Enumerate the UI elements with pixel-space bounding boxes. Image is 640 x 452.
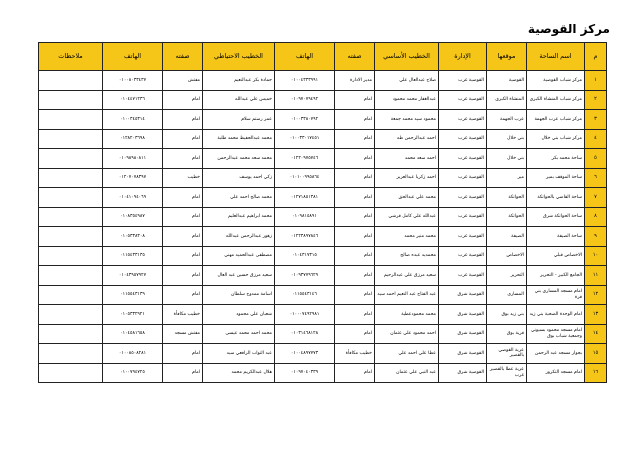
cell-main-phone: ٠١٠٠٤٣٣٣٩٩١ bbox=[275, 71, 335, 91]
cell-num: ١٤ bbox=[585, 324, 607, 344]
cell-notes bbox=[39, 168, 103, 188]
cell-main-phone: ٠١٢٢٣٨٩٧٨٤٦ bbox=[275, 227, 335, 247]
cell-main-preacher-title: امام bbox=[335, 363, 375, 383]
cell-backup-preacher: شعبان علي محمود bbox=[203, 305, 275, 325]
cell-num: ٥ bbox=[585, 149, 607, 169]
cell-administration: القوصية شرق bbox=[439, 363, 487, 383]
cell-hall-name: الجامع الكبير - التحرير bbox=[527, 266, 585, 286]
cell-main-preacher: محمد علي عبدالحق bbox=[375, 188, 439, 208]
cell-main-phone: ٠١١٥٥٤٣١٤٦ bbox=[275, 285, 335, 305]
cell-administration: القوصية غرب bbox=[439, 246, 487, 266]
cell-backup-phone: ٠١٠٠٣٤٥٣١٤ bbox=[103, 110, 163, 130]
cell-location: القوصية bbox=[487, 71, 527, 91]
cell-main-phone: ٠١٠٠٠٧٤٩٢٩٨١ bbox=[275, 305, 335, 325]
cell-location: قرية بوق bbox=[487, 324, 527, 344]
cell-backup-preacher: خميس علي عبدالله bbox=[203, 90, 275, 110]
table-row bbox=[39, 207, 607, 227]
cell-backup-preacher: عبد التواب الرافعي سيد bbox=[203, 344, 275, 364]
cell-location: الاخصاص bbox=[487, 246, 527, 266]
cell-notes bbox=[39, 324, 103, 344]
cell-main-preacher-title: امام bbox=[335, 110, 375, 130]
cell-backup-phone: ٠١٠٨٣٥٤٩٨٧ bbox=[103, 207, 163, 227]
cell-main-preacher: عبدالله علي كامل قرشي bbox=[375, 207, 439, 227]
cell-backup-phone: ٠١٢٨٢٠٣٦٩٨ bbox=[103, 129, 163, 149]
cell-backup-phone: ٠١٠٠٧٩٤٧٢٥ bbox=[103, 363, 163, 383]
cell-main-preacher-title: امام bbox=[335, 168, 375, 188]
table-row bbox=[39, 246, 607, 266]
column-header-backup-preacher-title: صفته bbox=[163, 43, 203, 71]
cell-main-phone: ٠١٠٤٣١٧٣١٥ bbox=[275, 246, 335, 266]
cell-main-preacher: عبد النبي علي عثمان bbox=[375, 363, 439, 383]
cell-main-phone: ٠١٢٧١٨٥١٣٨١ bbox=[275, 188, 335, 208]
cell-main-preacher: سعيد مرزق علي عبدالرحيم bbox=[375, 266, 439, 286]
cell-backup-preacher-title: امام bbox=[163, 90, 203, 110]
cell-backup-phone: ٠١٠٩٨٩٨٠٨١١ bbox=[103, 149, 163, 169]
cell-hall-name: ساحة الحواتكة شرق bbox=[527, 207, 585, 227]
cell-backup-preacher-title: امام bbox=[163, 266, 203, 286]
table-row bbox=[39, 363, 607, 383]
table-row bbox=[39, 71, 607, 91]
cell-backup-preacher-title: خطيب مكافأة bbox=[163, 305, 203, 325]
table-row bbox=[39, 129, 607, 149]
cell-backup-preacher: محمد صالح احمد علي bbox=[203, 188, 275, 208]
cell-administration: القوصية غرب bbox=[439, 71, 487, 91]
cell-hall-name: امام مسجد محمود بسيوني وجمعية شباب بوق bbox=[527, 324, 585, 344]
cell-notes bbox=[39, 149, 103, 169]
column-header-backup-phone: الهاتف bbox=[103, 43, 163, 71]
cell-notes bbox=[39, 129, 103, 149]
table-row bbox=[39, 324, 607, 344]
cell-num: ١٥ bbox=[585, 344, 607, 364]
cell-administration: القوصية غرب bbox=[439, 149, 487, 169]
cell-backup-phone: ٠١٠٤٤٧١٢٣٦ bbox=[103, 90, 163, 110]
cell-hall-name: الاخصاص قبلي bbox=[527, 246, 585, 266]
cell-backup-phone: ٠١٢٠٧٠٧٨٣٩٧ bbox=[103, 168, 163, 188]
table-row bbox=[39, 344, 607, 364]
cell-num: ٢ bbox=[585, 90, 607, 110]
cell-backup-preacher-title: امام bbox=[163, 344, 203, 364]
column-header-main-preacher: الخطيب الأساسي bbox=[375, 43, 439, 71]
cell-main-preacher: عطا علي احمد علي bbox=[375, 344, 439, 364]
cell-main-preacher: محمد محمودعطية bbox=[375, 305, 439, 325]
cell-backup-phone: ٠١٠٥٣٣٢٩٢١ bbox=[103, 305, 163, 325]
cell-hall-name: ساحة القاضي بالحواتكة bbox=[527, 188, 585, 208]
table-row bbox=[39, 227, 607, 247]
cell-main-preacher: محمديد عبده صالح bbox=[375, 246, 439, 266]
cell-num: ١١ bbox=[585, 266, 607, 286]
cell-location: المساري bbox=[487, 285, 527, 305]
cell-backup-preacher-title: خطيب bbox=[163, 168, 203, 188]
cell-backup-preacher-title: مفتش bbox=[163, 71, 203, 91]
cell-location: بني زيد بوق bbox=[487, 305, 527, 325]
column-header-administration: الإدارة bbox=[439, 43, 487, 71]
cell-backup-preacher: محمد احمد محمد عيسى bbox=[203, 324, 275, 344]
cell-backup-preacher: اسامة ممدوح سلطان bbox=[203, 285, 275, 305]
cell-num: ١ bbox=[585, 71, 607, 91]
cell-backup-preacher: حمادة بكر عبدالنعيم bbox=[203, 71, 275, 91]
cell-backup-phone: ٠١١٥٤٣٣١٣٥ bbox=[103, 246, 163, 266]
cell-main-phone: ٠١٠٣١٤٦٨١٢٨ bbox=[275, 324, 335, 344]
cell-num: ٦ bbox=[585, 168, 607, 188]
cell-hall-name: ساحة الصيفة bbox=[527, 227, 585, 247]
cell-num: ٨ bbox=[585, 207, 607, 227]
cell-location: الحواتكة bbox=[487, 207, 527, 227]
cell-main-preacher: احمد زكريا عبدالعزيز bbox=[375, 168, 439, 188]
cell-administration: القوصية غرب bbox=[439, 129, 487, 149]
cell-main-preacher: محمد منير محمد bbox=[375, 227, 439, 247]
table-row bbox=[39, 149, 607, 169]
cell-administration: القوصية غرب bbox=[439, 266, 487, 286]
cell-main-preacher-title: امام bbox=[335, 305, 375, 325]
cell-backup-preacher: عمر رستم سلام bbox=[203, 110, 275, 130]
column-header-main-phone: الهاتف bbox=[275, 43, 335, 71]
cell-main-preacher: عبدالغفار محمد محمود bbox=[375, 90, 439, 110]
cell-notes bbox=[39, 110, 103, 130]
cell-backup-preacher: زكي احمد يوسف bbox=[203, 168, 275, 188]
cell-main-preacher: احمد محمود علي عثمان bbox=[375, 324, 439, 344]
column-header-location: موقعها bbox=[487, 43, 527, 71]
cell-location: المنشاة الكبرى bbox=[487, 90, 527, 110]
cell-num: ١٢ bbox=[585, 285, 607, 305]
cell-backup-preacher: هلال عبدالكريم محمد bbox=[203, 363, 275, 383]
cell-main-phone: ٠١٠٠٣٣٨٠٧٩٢ bbox=[275, 110, 335, 130]
cell-num: ٤ bbox=[585, 129, 607, 149]
cell-main-preacher-title: امام bbox=[335, 266, 375, 286]
cell-main-phone: ٠١٠٩٧٠٧٩٤٩٢ bbox=[275, 90, 335, 110]
cell-hall-name: امام الوحدة الصحية بني زيد bbox=[527, 305, 585, 325]
cell-hall-name: بجوار مسجد عبد الرحمن bbox=[527, 344, 585, 364]
cell-administration: القوصية شرق bbox=[439, 324, 487, 344]
cell-notes bbox=[39, 305, 103, 325]
cell-backup-preacher-title: امام bbox=[163, 246, 203, 266]
cell-backup-preacher: محمد ابراهيم عبدالعليم bbox=[203, 207, 275, 227]
table-row bbox=[39, 168, 607, 188]
cell-backup-phone: ٠١٠٤١٠٩٤٠٦٩ bbox=[103, 188, 163, 208]
column-header-hall-name: اسم الساحة bbox=[527, 43, 585, 71]
cell-notes bbox=[39, 266, 103, 286]
column-header-main-preacher-title: صفته bbox=[335, 43, 375, 71]
cell-main-preacher: احمد سعد محمد bbox=[375, 149, 439, 169]
cell-backup-preacher: محمد سعد محمد عبدالرحمن bbox=[203, 149, 275, 169]
cell-notes bbox=[39, 344, 103, 364]
cell-notes bbox=[39, 90, 103, 110]
cell-main-preacher-title: امام bbox=[335, 246, 375, 266]
cell-notes bbox=[39, 71, 103, 91]
cell-main-preacher: احمد عبدالرحمن طه bbox=[375, 129, 439, 149]
cell-main-phone: ٠١٠١٠٠٩٩٥٨٦٤ bbox=[275, 168, 335, 188]
cell-backup-preacher-title: امام bbox=[163, 188, 203, 208]
cell-main-phone: ٠١٠٩٧٠٤٠٣٣٩ bbox=[275, 363, 335, 383]
cell-num: ١٣ bbox=[585, 305, 607, 325]
table-row bbox=[39, 266, 607, 286]
column-header-backup-preacher: الخطيب الاحتياطي bbox=[203, 43, 275, 71]
column-header-notes: ملاحظات bbox=[39, 43, 103, 71]
cell-num: ١٠ bbox=[585, 246, 607, 266]
cell-main-preacher: عبد الفتاح عبد النعيم احمد سيد bbox=[375, 285, 439, 305]
cell-hall-name: مركز شباب المنشاة الكبرى bbox=[527, 90, 585, 110]
cell-administration: القوصية غرب bbox=[439, 110, 487, 130]
cell-hall-name: امام مسجد المسارى بني قرة bbox=[527, 285, 585, 305]
cell-main-phone: ٠١٠٠٤٨٩٧٧٧٣ bbox=[275, 344, 335, 364]
cell-administration: القوصية شرق bbox=[439, 344, 487, 364]
table-header-row bbox=[39, 43, 607, 71]
cell-location: الحواتكة bbox=[487, 188, 527, 208]
cell-administration: القوصية غرب bbox=[439, 168, 487, 188]
cell-main-preacher-title: امام bbox=[335, 324, 375, 344]
cell-backup-preacher-title: امام bbox=[163, 207, 203, 227]
cell-num: ٩ bbox=[585, 227, 607, 247]
cell-administration: القوصية غرب bbox=[439, 227, 487, 247]
cell-backup-preacher-title: امام bbox=[163, 129, 203, 149]
cell-backup-phone: ٠١٠٥٣٣٨٣٠٨ bbox=[103, 227, 163, 247]
cell-notes bbox=[39, 246, 103, 266]
cell-main-preacher-title: امام bbox=[335, 207, 375, 227]
cell-location: عزبة عطا بالقصير غرب bbox=[487, 363, 527, 383]
cell-administration: القوصية غرب bbox=[439, 207, 487, 227]
cell-backup-phone: ٠١٠٤٣٩٥٧٩٢٧ bbox=[103, 266, 163, 286]
cell-main-phone: ٠١٠٠٣٣٠١٧٤٥١ bbox=[275, 129, 335, 149]
cell-location: عرب الجهمة bbox=[487, 110, 527, 130]
cell-hall-name: ساحة محمد بكر bbox=[527, 149, 585, 169]
mosques-table bbox=[38, 42, 607, 383]
cell-administration: القوصية شرق bbox=[439, 285, 487, 305]
cell-backup-preacher: مصطفى عبدالحميد مهني bbox=[203, 246, 275, 266]
cell-backup-preacher: زهور عبدالرحمن عبدالله bbox=[203, 227, 275, 247]
cell-backup-preacher: سعيد مرزق حسين عبد العال bbox=[203, 266, 275, 286]
cell-notes bbox=[39, 207, 103, 227]
cell-main-phone: ٠١٠٩٨١٥٨٩١ bbox=[275, 207, 335, 227]
cell-hall-name: امام مسجد التكرور bbox=[527, 363, 585, 383]
cell-num: ٧ bbox=[585, 188, 607, 208]
cell-main-preacher-title: امام bbox=[335, 227, 375, 247]
column-header-num: م bbox=[585, 43, 607, 71]
table-row bbox=[39, 285, 607, 305]
cell-hall-name: مركز شباب القوصية bbox=[527, 71, 585, 91]
cell-notes bbox=[39, 363, 103, 383]
cell-main-phone: ٠١٢٢٠٩٧٥٧٤٦ bbox=[275, 149, 335, 169]
cell-backup-preacher-title: امام bbox=[163, 149, 203, 169]
cell-num: ٣ bbox=[585, 110, 607, 130]
cell-notes bbox=[39, 285, 103, 305]
cell-administration: القوصية غرب bbox=[439, 90, 487, 110]
cell-backup-preacher-title: امام bbox=[163, 110, 203, 130]
cell-backup-phone: ٠١٠٤٥٨١٦٥٨ bbox=[103, 324, 163, 344]
table-row bbox=[39, 188, 607, 208]
cell-location: مير bbox=[487, 168, 527, 188]
cell-hall-name: مركز شباب بني خلال bbox=[527, 129, 585, 149]
cell-backup-preacher: محمد عبدالحفيظ محمد طلبة bbox=[203, 129, 275, 149]
cell-num: ١٦ bbox=[585, 363, 607, 383]
cell-main-preacher-title: امام bbox=[335, 188, 375, 208]
cell-backup-preacher-title: امام bbox=[163, 285, 203, 305]
cell-notes bbox=[39, 227, 103, 247]
cell-main-preacher-title: امام bbox=[335, 285, 375, 305]
cell-main-phone: ٠١٠٩٣٧٧٩٦٢٩ bbox=[275, 266, 335, 286]
cell-backup-phone: ٠١١٥٥٤٣١٣٩ bbox=[103, 285, 163, 305]
cell-backup-phone: ٠١٠٠٨٥٠٨٢٨١ bbox=[103, 344, 163, 364]
cell-hall-name: ساحة الموقف بمير bbox=[527, 168, 585, 188]
cell-main-preacher-title: امام bbox=[335, 149, 375, 169]
cell-location: عزبة القوصي بالقصير bbox=[487, 344, 527, 364]
cell-main-preacher-title: خطيب مكافأة bbox=[335, 344, 375, 364]
cell-backup-preacher-title: امام bbox=[163, 227, 203, 247]
table-row bbox=[39, 90, 607, 110]
cell-administration: القوصية شرق bbox=[439, 305, 487, 325]
cell-notes bbox=[39, 188, 103, 208]
cell-main-preacher: صلاح عبدالعال علي bbox=[375, 71, 439, 91]
cell-hall-name: مركز شباب عرب الجهمة bbox=[527, 110, 585, 130]
cell-location: الصيفة bbox=[487, 227, 527, 247]
table-row bbox=[39, 305, 607, 325]
cell-backup-phone: ٠١٠٠٨٠٣٣٤٣٧ bbox=[103, 71, 163, 91]
table-row bbox=[39, 110, 607, 130]
cell-main-preacher-title: امام bbox=[335, 129, 375, 149]
cell-main-preacher-title: امام bbox=[335, 90, 375, 110]
cell-location: بني خلال bbox=[487, 129, 527, 149]
page-title: مركز القوصية bbox=[527, 22, 610, 36]
cell-backup-preacher-title: مفتش مسجد bbox=[163, 324, 203, 344]
cell-main-preacher: محمود سيد محمد جمعة bbox=[375, 110, 439, 130]
cell-administration: القوصية غرب bbox=[439, 188, 487, 208]
cell-location: بني خلال bbox=[487, 149, 527, 169]
cell-backup-preacher-title: امام bbox=[163, 363, 203, 383]
cell-location: التحرير bbox=[487, 266, 527, 286]
cell-main-preacher-title: مدير الادارة bbox=[335, 71, 375, 91]
